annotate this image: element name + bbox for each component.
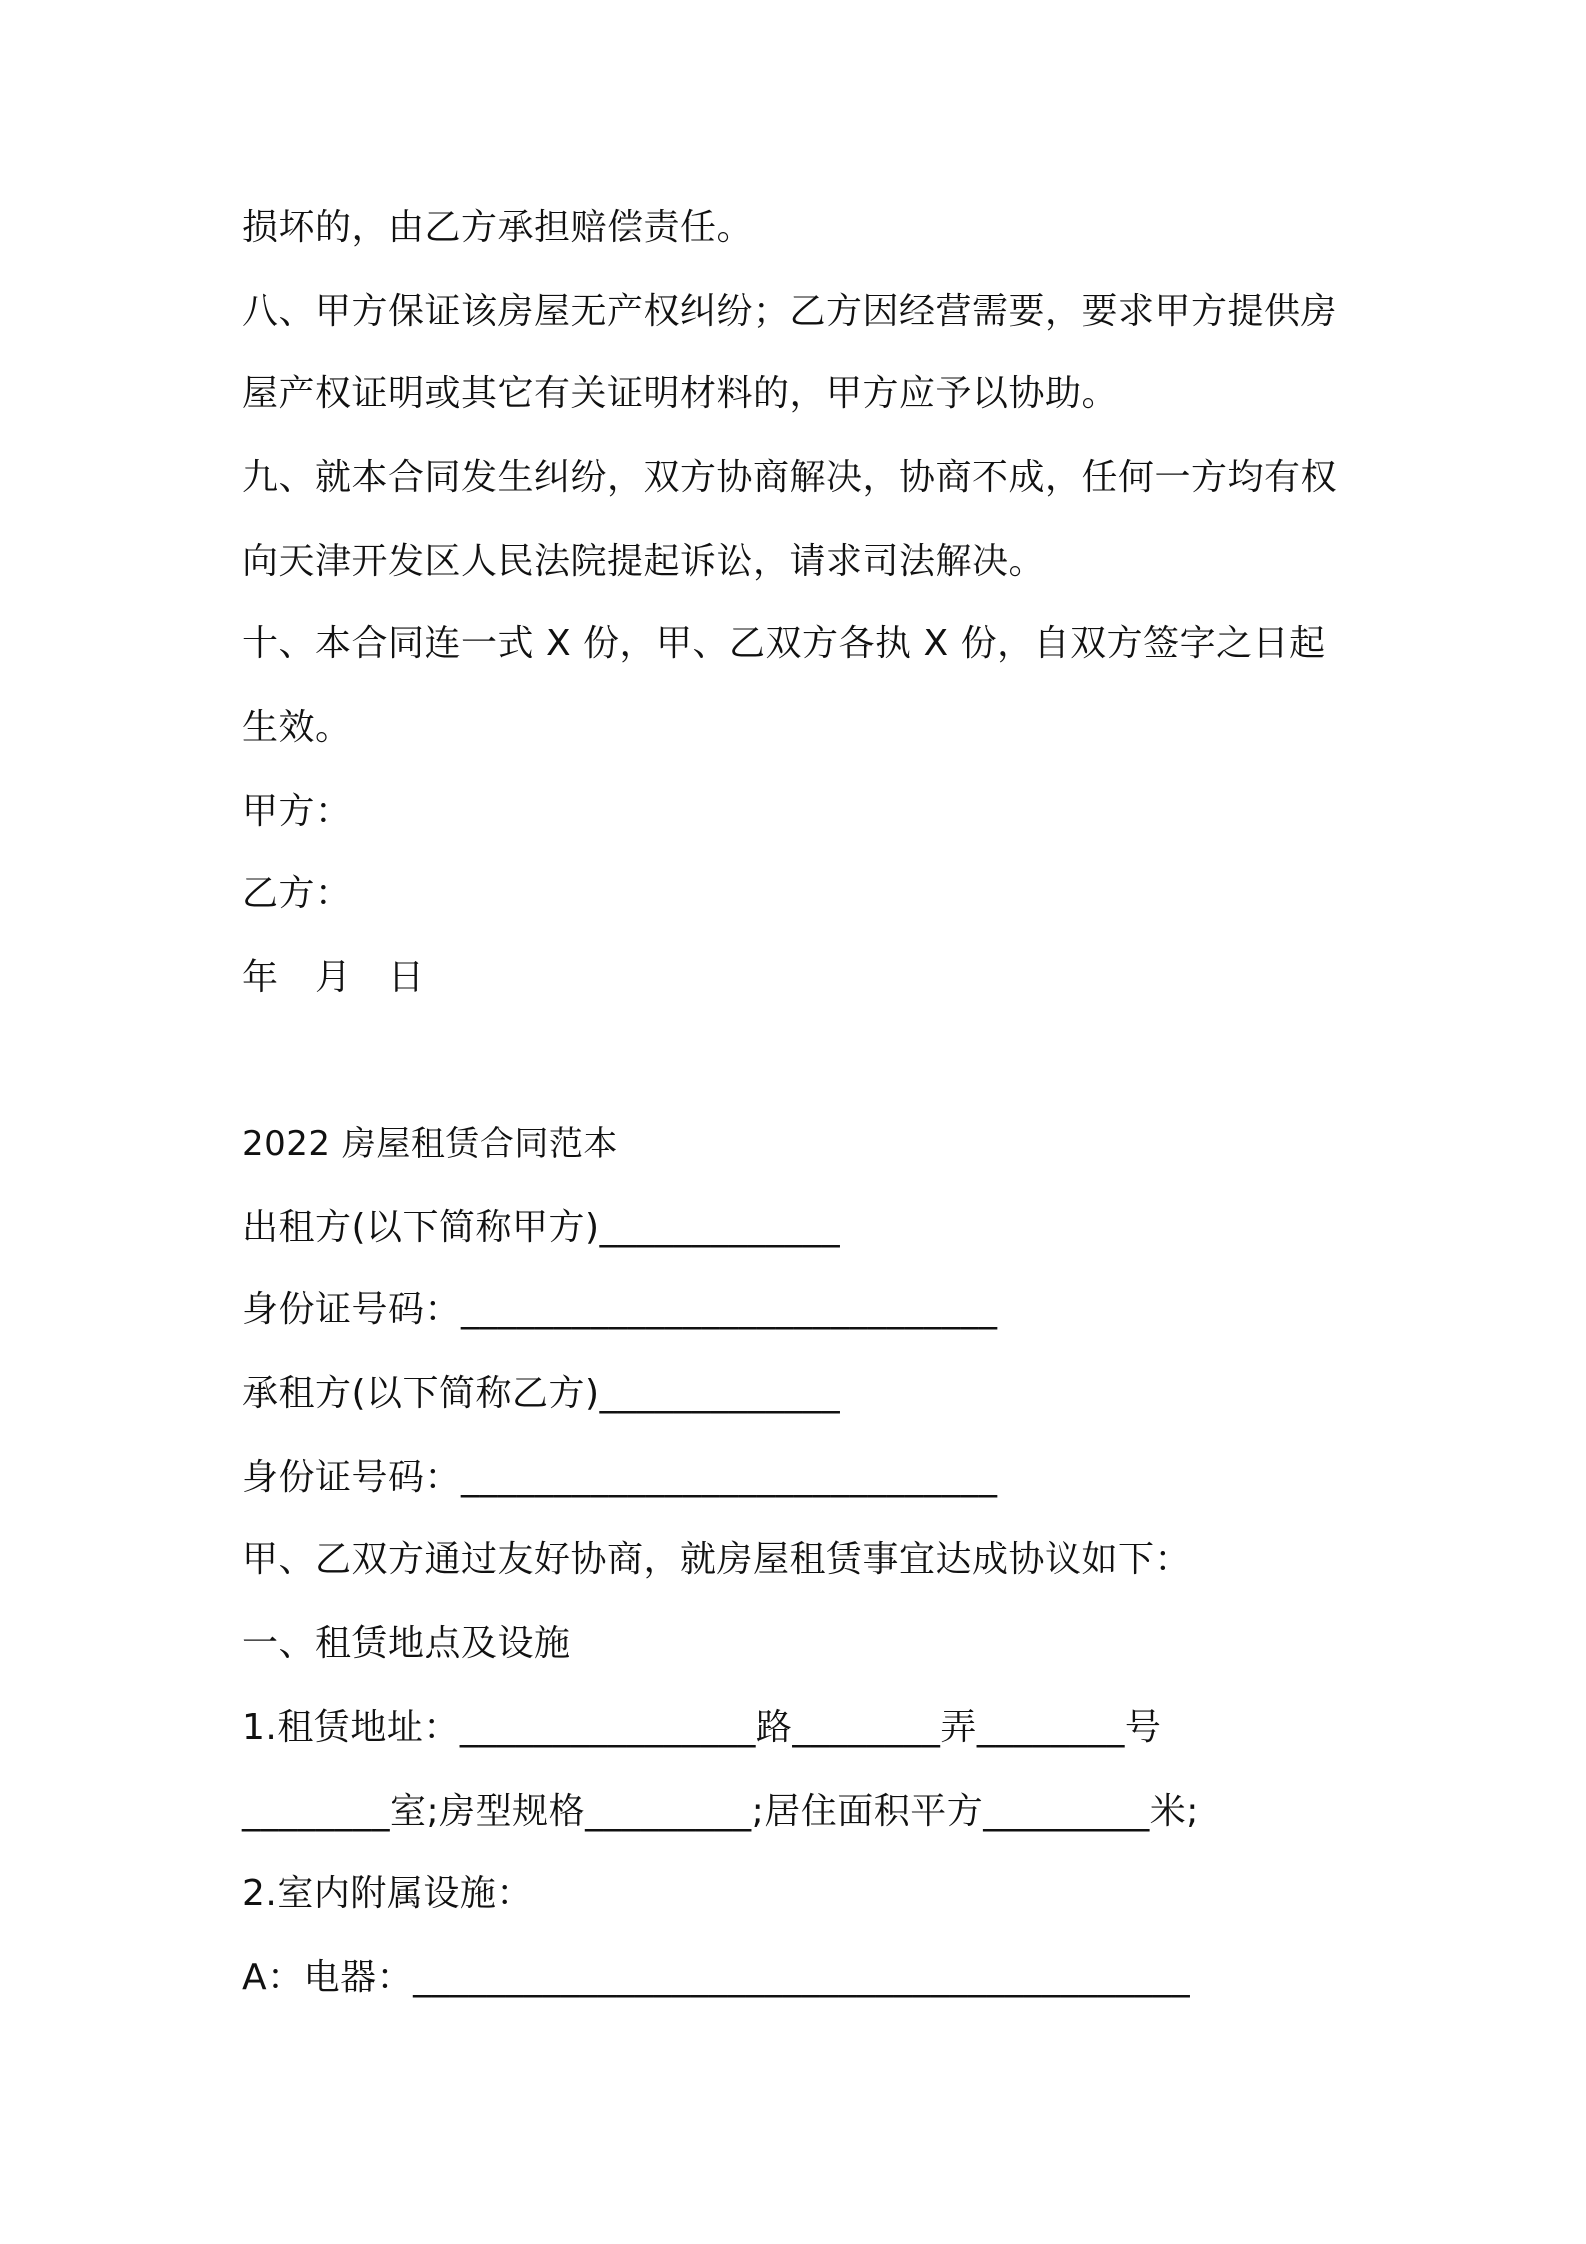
clause-9-line-1: 九、就本合同发生纠纷，双方协商解决，协商不成，任何一方均有权 [242,457,1338,498]
indoor-facilities-heading: 2.室内附属设施： [242,1873,533,1914]
section-1-heading: 一、租赁地点及设施 [242,1623,571,1664]
lessor-id-field: 身份证号码：_____________________________ [242,1289,998,1330]
rental-address-field: 1.租赁地址：________________路________弄________号 [242,1707,1162,1748]
room-spec-field: ________室;房型规格_________;居住面积平方_________米; [242,1791,1199,1832]
signature-date: 年 月 日 [242,957,425,998]
clause-7-continued: 损坏的，由乙方承担赔偿责任。 [242,207,754,248]
clause-8-line-1: 八、甲方保证该房屋无产权纠纷；乙方因经营需要，要求甲方提供房 [242,291,1338,332]
clause-8-line-2: 屋产权证明或其它有关证明材料的，甲方应予以协助。 [242,373,1119,414]
appliances-field: A：电器：__________________________________________ [242,1957,1191,1998]
agreement-intro: 甲、乙双方通过友好协商，就房屋租赁事宜达成协议如下： [242,1539,1192,1580]
lessee-id-field: 身份证号码：_____________________________ [242,1457,998,1498]
contract-template-title: 2022 房屋租赁合同范本 [242,1124,618,1164]
lessor-field: 出租方(以下简称甲方)_____________ [242,1207,841,1248]
clause-10-line-2: 生效。 [242,707,352,748]
lessee-field: 承租方(以下简称乙方)_____________ [242,1373,841,1414]
clause-9-line-2: 向天津开发区人民法院提起诉讼，请求司法解决。 [242,541,1046,582]
party-a-signature: 甲方： [242,791,352,832]
clause-10-line-1: 十、本合同连一式 X 份，甲、乙双方各执 X 份，自双方签字之日起 [242,623,1326,664]
party-b-signature: 乙方： [242,873,352,914]
